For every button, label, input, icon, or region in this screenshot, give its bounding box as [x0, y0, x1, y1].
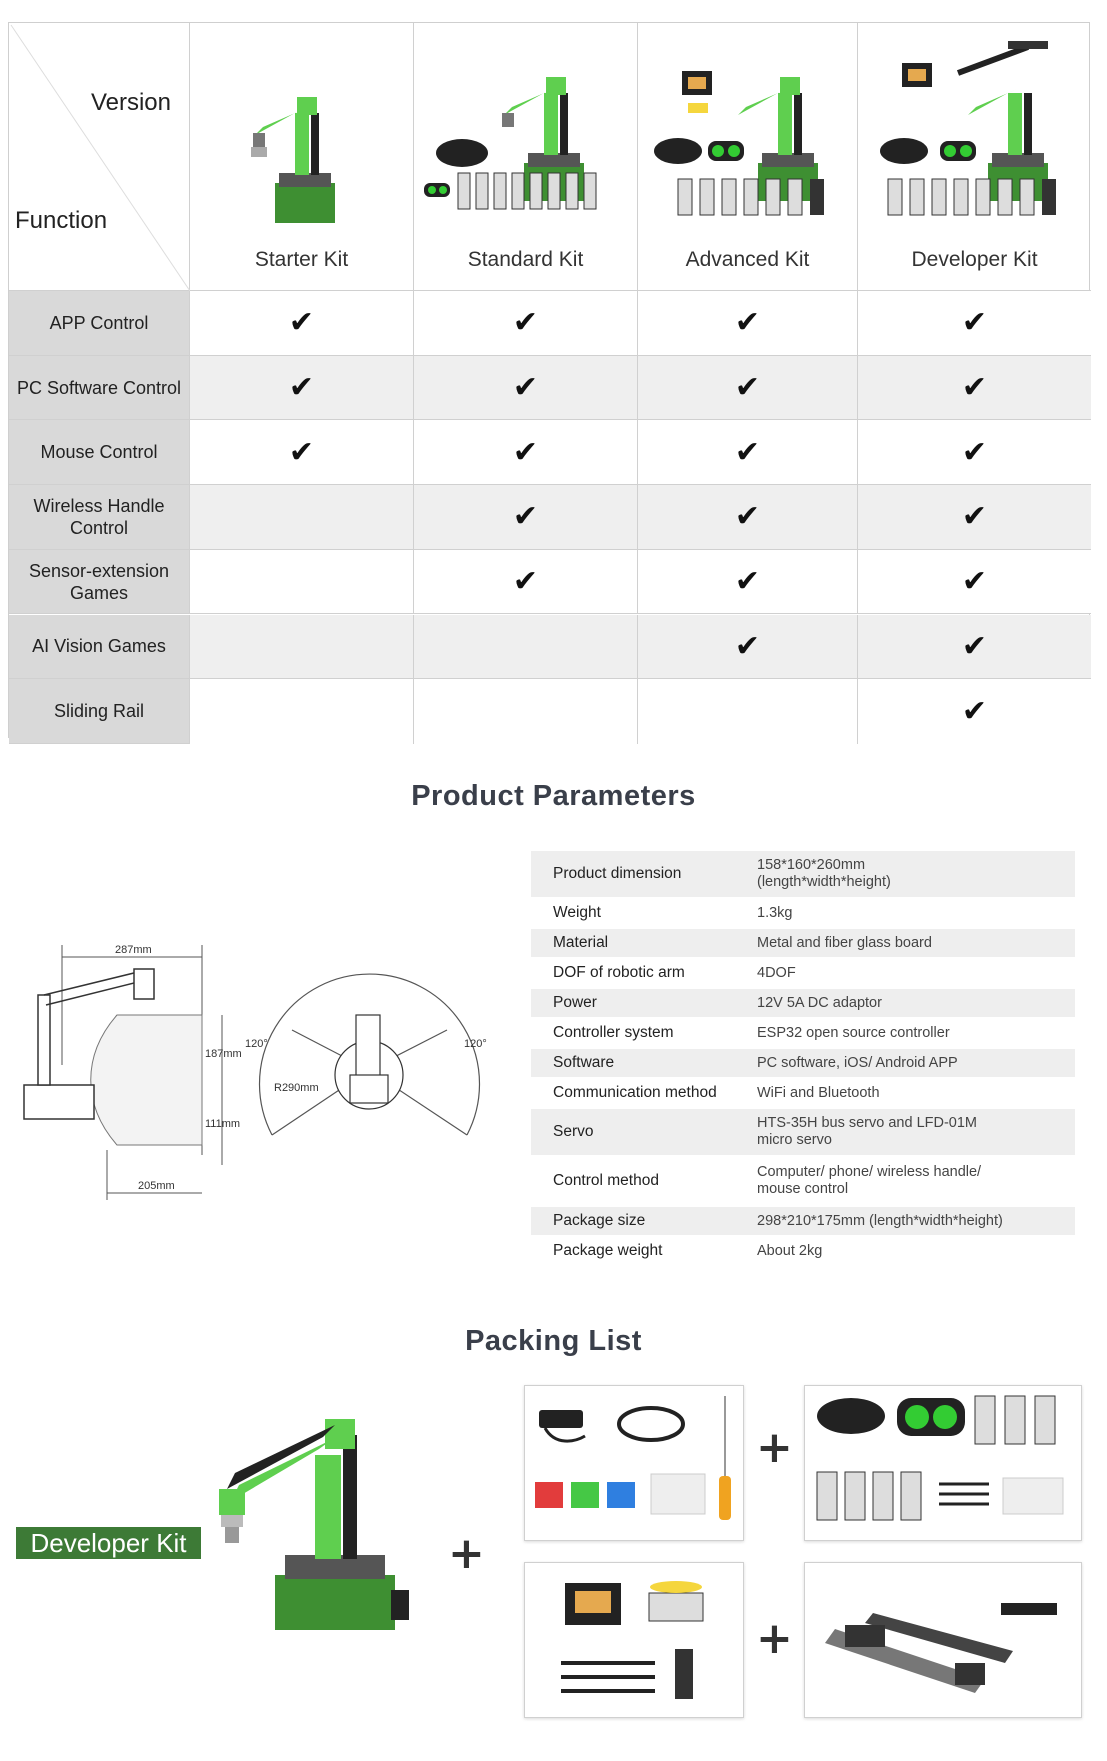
dim-right-upper-label: 187mm — [205, 1048, 242, 1060]
kit-name-advanced: Advanced Kit — [685, 248, 810, 271]
dim-top-label: 287mm — [115, 944, 152, 956]
check-icon: ✔ — [961, 628, 988, 664]
param-value: 1.3kg — [757, 904, 793, 921]
param-value: 4DOF — [757, 964, 796, 981]
param-row — [531, 1049, 1075, 1079]
support-cell — [638, 485, 858, 550]
check-icon: ✔ — [512, 564, 539, 600]
param-value: HTS-35H bus servo and LFD-01M micro servo — [757, 1115, 977, 1148]
support-cell — [414, 615, 638, 680]
support-cell — [638, 679, 858, 744]
kit-name-standard: Standard Kit — [467, 248, 584, 271]
param-row — [531, 1157, 1075, 1207]
sliding-rail-image — [805, 1563, 1081, 1717]
developer-arm-image — [215, 1405, 435, 1635]
support-cell — [414, 550, 638, 615]
param-row — [531, 1019, 1075, 1049]
param-label: Material — [553, 934, 609, 951]
param-value: WiFi and Bluetooth — [757, 1084, 880, 1101]
support-cell — [414, 485, 638, 550]
param-row — [531, 959, 1075, 989]
check-icon: ✔ — [512, 370, 539, 406]
check-icon: ✔ — [288, 370, 315, 406]
plus-sign-1: + — [448, 1528, 485, 1579]
kit-name-developer: Developer Kit — [911, 248, 1038, 271]
kit-header-starter — [190, 23, 414, 291]
param-label: Communication method — [553, 1084, 717, 1101]
feature-label: AI Vision Games — [9, 615, 190, 680]
table-corner — [9, 23, 190, 291]
controllers-box — [804, 1385, 1082, 1541]
support-cell — [858, 356, 1091, 421]
feature-label: APP Control — [9, 291, 190, 356]
check-icon: ✔ — [734, 434, 761, 470]
support-cell — [190, 420, 414, 485]
param-label: Package weight — [553, 1242, 663, 1259]
check-icon: ✔ — [961, 499, 988, 535]
kit-header-developer — [858, 23, 1091, 291]
advanced-kit-image — [638, 33, 858, 238]
kit-name-starter: Starter Kit — [254, 248, 349, 271]
check-icon: ✔ — [512, 305, 539, 341]
support-cell — [638, 291, 858, 356]
feature-label: Mouse Control — [9, 420, 190, 485]
support-cell — [414, 679, 638, 744]
standard-kit-image — [414, 33, 638, 238]
check-icon: ✔ — [734, 499, 761, 535]
param-label: Package size — [553, 1212, 646, 1229]
check-icon: ✔ — [961, 564, 988, 600]
support-cell — [414, 420, 638, 485]
accessories-box — [524, 1385, 744, 1541]
support-cell — [190, 679, 414, 744]
dim-right-lower-label: 111mm — [205, 1118, 241, 1130]
support-cell — [638, 356, 858, 421]
support-cell — [858, 291, 1091, 356]
check-icon: ✔ — [734, 370, 761, 406]
param-value: 12V 5A DC adaptor — [757, 994, 882, 1011]
check-icon: ✔ — [734, 564, 761, 600]
param-label: DOF of robotic arm — [553, 964, 685, 981]
support-cell — [638, 420, 858, 485]
param-row — [531, 851, 1075, 899]
param-label: Controller system — [553, 1024, 674, 1041]
check-icon: ✔ — [961, 370, 988, 406]
plus-sign-2: + — [756, 1422, 793, 1473]
param-row — [531, 1079, 1075, 1109]
feature-label: Sliding Rail — [9, 679, 190, 744]
param-value: Metal and fiber glass board — [757, 934, 932, 951]
plus-sign-3: + — [756, 1613, 793, 1664]
param-value: PC software, iOS/ Android APP — [757, 1054, 958, 1071]
feature-label: PC Software Control — [9, 356, 190, 421]
kit-header-standard — [414, 23, 638, 291]
param-label: Power — [553, 994, 597, 1011]
support-cell — [638, 615, 858, 680]
support-cell — [190, 550, 414, 615]
support-cell — [858, 485, 1091, 550]
param-row — [531, 1237, 1075, 1267]
support-cell — [858, 615, 1091, 680]
check-icon: ✔ — [734, 305, 761, 341]
starter-kit-image — [190, 33, 414, 238]
param-value: 298*210*175mm (length*width*height) — [757, 1212, 1003, 1229]
check-icon: ✔ — [288, 434, 315, 470]
param-label: Control method — [553, 1172, 659, 1189]
check-icon: ✔ — [734, 628, 761, 664]
support-cell — [414, 356, 638, 421]
param-label: Servo — [553, 1123, 594, 1140]
support-cell — [190, 356, 414, 421]
support-cell — [858, 420, 1091, 485]
sliding-rail-box — [804, 1562, 1082, 1718]
comparison-table — [8, 22, 1090, 738]
corner-diagonal — [9, 23, 190, 291]
support-cell — [190, 291, 414, 356]
param-value: About 2kg — [757, 1242, 823, 1259]
corner-function-label: Function — [15, 207, 108, 234]
kit-header-advanced — [638, 23, 858, 291]
corner-version-label: Version — [90, 89, 171, 116]
check-icon: ✔ — [961, 694, 988, 730]
param-row — [531, 899, 1075, 929]
support-cell — [414, 291, 638, 356]
support-cell — [858, 550, 1091, 615]
check-icon: ✔ — [512, 499, 539, 535]
developer-kit-badge: Developer Kit — [16, 1527, 201, 1559]
check-icon: ✔ — [961, 305, 988, 341]
param-value: ESP32 open source controller — [757, 1024, 950, 1041]
feature-label: Sensor-extension Games — [9, 550, 190, 615]
support-cell — [638, 550, 858, 615]
param-label: Software — [553, 1054, 615, 1071]
developer-kit-image — [858, 33, 1091, 238]
params-title: Product Parameters — [411, 780, 696, 812]
controllers-image — [805, 1386, 1081, 1540]
feature-label: Wireless Handle Control — [9, 485, 190, 550]
support-cell — [858, 679, 1091, 744]
param-row — [531, 929, 1075, 959]
angle-left-label: 120° — [245, 1038, 268, 1050]
param-value: 158*160*260mm (length*width*height) — [757, 857, 891, 890]
param-label: Product dimension — [553, 865, 682, 882]
params-table — [531, 851, 1075, 1267]
packing-title: Packing List — [465, 1325, 642, 1357]
dim-bottom-label: 205mm — [138, 1180, 175, 1192]
angle-right-label: 120° — [464, 1038, 487, 1050]
vision-modules-box — [524, 1562, 744, 1718]
param-label: Weight — [553, 904, 601, 921]
support-cell — [190, 615, 414, 680]
param-row — [531, 989, 1075, 1019]
param-value: Computer/ phone/ wireless handle/ mouse control — [757, 1164, 982, 1197]
check-icon: ✔ — [961, 434, 988, 470]
check-icon: ✔ — [288, 305, 315, 341]
check-icon: ✔ — [512, 434, 539, 470]
vision-modules-image — [525, 1563, 743, 1717]
param-row — [531, 1207, 1075, 1237]
radius-label: R290mm — [274, 1082, 319, 1094]
dimension-diagram — [12, 935, 522, 1205]
param-row — [531, 1109, 1075, 1157]
accessories-image — [525, 1386, 743, 1540]
support-cell — [190, 485, 414, 550]
